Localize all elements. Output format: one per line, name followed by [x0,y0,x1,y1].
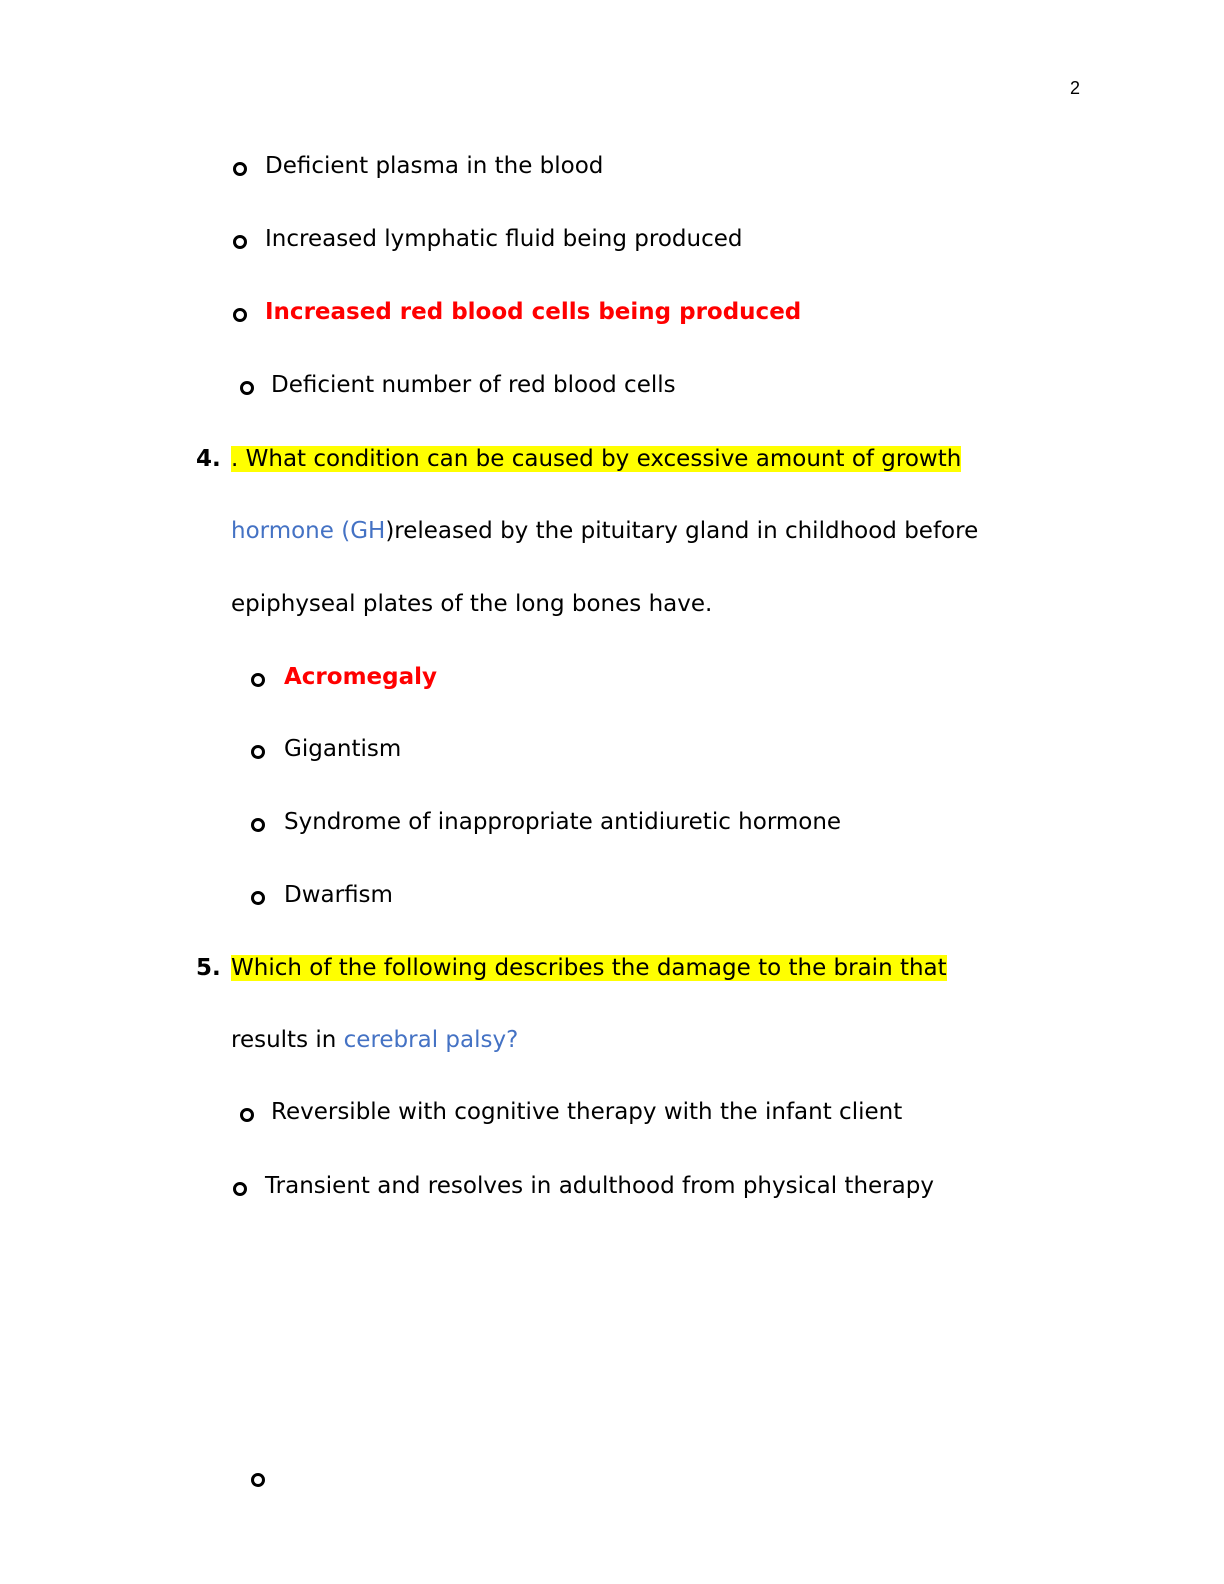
q4-question-line-3: epiphyseal plates of the long bones have. [231,591,713,617]
q5-option-2: Transient and resolves in adulthood from physical therapy [265,1173,934,1199]
q5-question-text-highlighted: Which of the following describes the damage to the brain that [231,955,947,981]
question-number: 4. [196,446,221,472]
q4-option-2: Gigantism [284,736,402,762]
q4-question-line-2 [231,516,978,546]
bullet-icon [251,673,265,687]
q4-option-1-answer: Acromegaly [284,664,438,690]
question-number: 5. [196,955,221,981]
q5-question-line-2 [231,1025,518,1055]
bullet-icon [251,818,265,832]
bullet-icon [233,1182,247,1196]
bullet-icon [240,381,254,395]
bullet-icon [240,1108,254,1122]
bullet-icon [233,235,247,249]
q4-term-growth-hormone: hormone (GH [231,518,386,544]
q4-option-4: Dwarfism [284,882,393,908]
q5-question-line-1 [231,953,947,983]
q3-option-1: Deficient plasma in the blood [265,153,604,179]
bullet-icon [233,308,247,322]
page-number: 2 [1069,78,1080,98]
q3-option-2: Increased lymphatic fluid being produced [265,226,743,252]
bullet-icon [251,1473,265,1487]
q5-term-cerebral-palsy: cerebral palsy? [343,1027,519,1053]
bullet-icon [251,891,265,905]
q4-question-text-highlighted: . What condition can be caused by excessive amount of growth [231,446,962,472]
bullet-icon [251,745,265,759]
q5-question-text: results in [231,1027,344,1053]
q3-option-4: Deficient number of red blood cells [271,372,676,398]
q4-option-3: Syndrome of inappropriate antidiuretic hormone [284,809,842,835]
q5-option-1: Reversible with cognitive therapy with the infant client [271,1099,903,1125]
q3-option-3-answer: Increased red blood cells being produced [265,299,802,325]
q4-question-text: )released by the pituitary gland in childhood before [385,518,979,544]
bullet-icon [233,162,247,176]
q4-question-line-1 [231,444,961,474]
